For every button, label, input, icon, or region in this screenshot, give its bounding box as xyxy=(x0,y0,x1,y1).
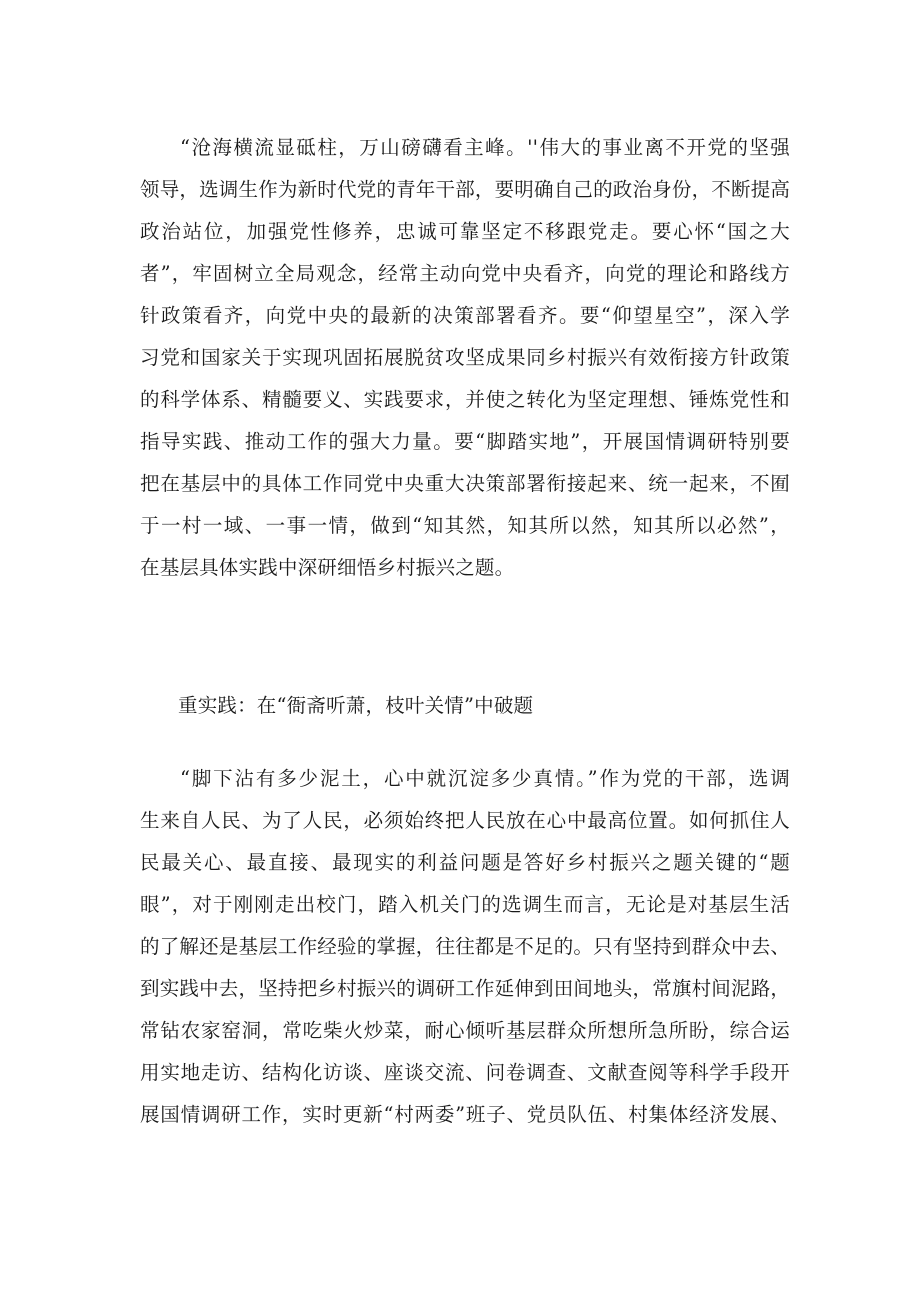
section-heading: 重实践：在“衙斋听萧，枝叶关情”中破题 xyxy=(178,694,534,717)
text-line: 者”，牢固树立全局观念，经常主动向党中央看齐，向党的理论和路线方 xyxy=(140,262,790,285)
text-line: 针政策看齐，向党中央的最新的决策部署看齐。要“仰望星空”，深入学 xyxy=(140,304,790,327)
body-paragraph-2 xyxy=(140,758,790,1136)
text-line: 民最关心、最直接、最现实的利益问题是答好乡村振兴之题关键的“题 xyxy=(140,851,790,874)
text-line: 把在基层中的具体工作同党中央重大决策部署衔接起来、统一起来，不囿 xyxy=(140,472,790,495)
text-line: 生来自人民、为了人民，必须始终把人民放在心中最高位置。如何抓住人 xyxy=(140,809,790,832)
text-line: 到实践中去，坚持把乡村振兴的调研工作延伸到田间地头，常旗村间泥路， xyxy=(140,977,791,1000)
text-line: “脚下沾有多少泥土，心中就沉淀多少真情。”作为党的干部，选调 xyxy=(180,767,790,790)
text-line: 领导，选调生作为新时代党的青年干部，要明确自己的政治身份，不断提高 xyxy=(140,178,791,201)
text-line: 用实地走访、结构化访谈、座谈交流、问卷调查、文献查阅等科学手段开 xyxy=(140,1061,790,1084)
text-line: 的了解还是基层工作经验的掌握，往往都是不足的。只有坚持到群众中去、 xyxy=(140,935,791,958)
text-line: 眼”，对于刚刚走出校门，踏入机关门的选调生而言，无论是对基层生活 xyxy=(140,893,790,916)
text-line: 常钻农家窑洞，常吃柴火炒菜，耐心倾听基层群众所想所急所盼，综合运 xyxy=(140,1019,790,1042)
text-line: 习党和国家关于实现巩固拓展脱贫攻坚成果同乡村振兴有效衔接方针政策 xyxy=(140,346,790,369)
text-line: 于一村一域、一事一情，做到“知其然，知其所以然，知其所以必然”， xyxy=(140,514,790,537)
text-line: 的科学体系、精髓要义、实践要求，并使之转化为坚定理想、锤炼党性和 xyxy=(140,388,790,411)
text-line: 在基层具体实践中深研细悟乡村振兴之题。 xyxy=(140,556,515,579)
text-line: 政治站位，加强党性修养，忠诚可靠坚定不移跟党走。要心怀“国之大 xyxy=(140,220,790,243)
body-paragraph-1 xyxy=(140,127,790,589)
text-line: “沧海横流显砥柱，万山磅礴看主峰。''伟大的事业离不开党的坚强 xyxy=(180,136,790,159)
text-line: 展国情调研工作，实时更新“村两委”班子、党员队伍、村集体经济发展、 xyxy=(140,1103,790,1126)
text-line: 指导实践、推动工作的强大力量。要“脚踏实地”，开展国情调研特别要 xyxy=(140,430,790,453)
